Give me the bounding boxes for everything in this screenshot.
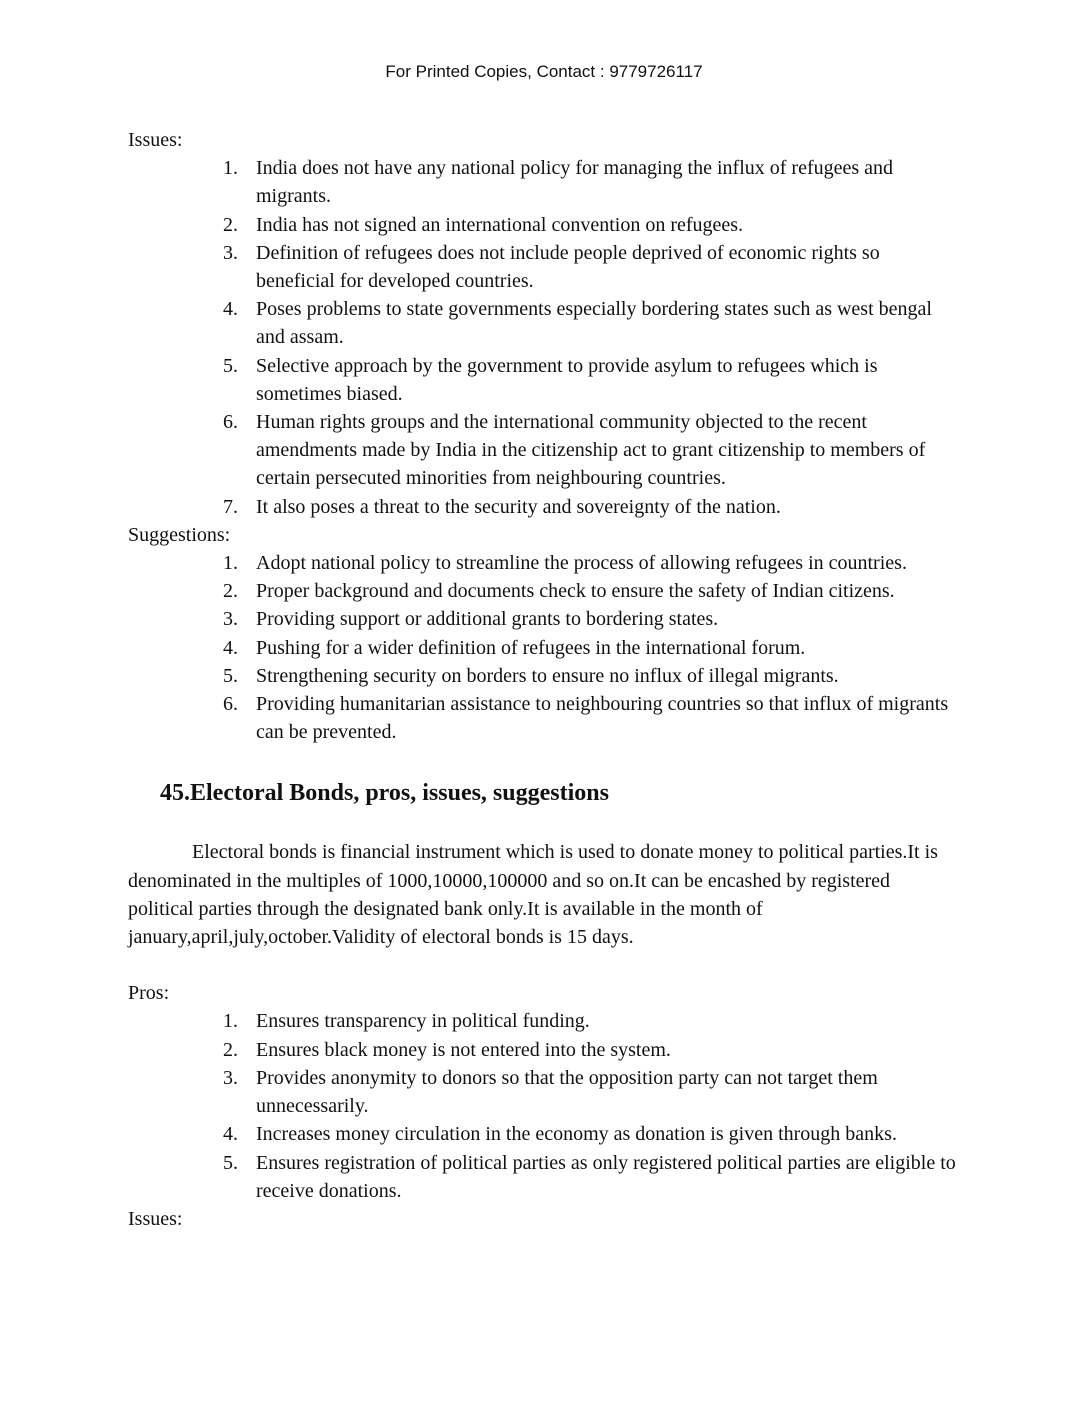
list-number: 7. <box>223 495 238 518</box>
list-number: 4. <box>223 1123 238 1146</box>
list-number: 5. <box>223 354 238 377</box>
list-number: 1. <box>223 1010 238 1033</box>
intro-paragraph: Electoral bonds is financial instrument which is used to donate money to political parties.It is denominated in the multiples of 1000,10000,100000 and so on.It can be encashed by registered political parties through the designated bank only.It is available in the month of january,april,july,october.Validity of electoral bonds is 15 days. <box>128 841 938 949</box>
list-number: 3. <box>223 608 238 631</box>
list-number: 6. <box>223 693 238 716</box>
list-number: 4. <box>223 636 238 659</box>
list-item-text: Providing humanitarian assistance to neighbouring countries so that influx of migrants can be prevented. <box>256 693 949 744</box>
list-item <box>128 295 958 351</box>
list-item <box>128 549 958 577</box>
list-number: 1. <box>223 552 238 575</box>
list-item-text: Pushing for a wider definition of refugees in the international forum. <box>256 636 806 659</box>
list-number: 5. <box>223 1151 238 1174</box>
list-item <box>128 1007 958 1035</box>
list-number: 2. <box>223 213 238 236</box>
pros-list <box>128 1007 958 1204</box>
list-item <box>128 662 958 690</box>
issues-list <box>128 154 958 521</box>
list-number: 2. <box>223 1038 238 1061</box>
document-body <box>128 126 958 1233</box>
list-number: 2. <box>223 580 238 603</box>
list-number: 4. <box>223 298 238 321</box>
list-item <box>128 1149 958 1205</box>
list-item-text: Provides anonymity to donors so that the opposition party can not target them unnecessarily. <box>256 1066 878 1118</box>
list-number: 3. <box>223 241 238 264</box>
list-item <box>128 493 958 521</box>
suggestions-list <box>128 549 958 746</box>
list-number: 6. <box>223 411 238 434</box>
list-item <box>128 1036 958 1064</box>
list-item-text: Poses problems to state governments especially bordering states such as west bengal and assam. <box>256 298 932 349</box>
list-number: 1. <box>223 157 238 180</box>
list-item <box>128 352 958 408</box>
list-item <box>128 634 958 662</box>
list-item-text: Strengthening security on borders to ensure no influx of illegal migrants. <box>256 664 839 687</box>
page-header: For Printed Copies, Contact : 9779726117 <box>385 62 703 81</box>
list-number: 3. <box>223 1066 238 1089</box>
list-item-text: Proper background and documents check to ensure the safety of Indian citizens. <box>256 580 895 603</box>
list-item <box>128 577 958 605</box>
pros-label: Pros: <box>128 982 170 1005</box>
list-item-text: It also poses a threat to the security and sovereignty of the nation. <box>256 495 781 518</box>
list-item <box>128 239 958 295</box>
list-item-text: Definition of refugees does not include people deprived of economic rights so beneficial for developed countries. <box>256 241 880 293</box>
list-item <box>128 1120 958 1148</box>
list-item-text: Ensures black money is not entered into the system. <box>256 1038 671 1061</box>
list-item-text: India does not have any national policy for managing the influx of refugees and migrants. <box>256 157 894 208</box>
list-item <box>128 690 958 746</box>
issues-label-2: Issues: <box>128 1207 183 1230</box>
list-item-text: Adopt national policy to streamline the process of allowing refugees in countries. <box>256 552 907 575</box>
section-heading: 45.Electoral Bonds, pros, issues, suggestions <box>160 780 609 807</box>
list-item <box>128 605 958 633</box>
list-item <box>128 154 958 210</box>
list-item-text: Human rights groups and the international community objected to the recent amendments made by India in the citizenship act to grant citizenship to members of certain persecuted minorities from neighbouring countries. <box>256 411 926 490</box>
list-item <box>128 211 958 239</box>
suggestions-label: Suggestions: <box>128 523 231 546</box>
issues-label: Issues: <box>128 129 183 151</box>
list-item <box>128 408 958 493</box>
list-item-text: Increases money circulation in the economy as donation is given through banks. <box>256 1123 897 1146</box>
list-item-text: Providing support or additional grants to bordering states. <box>256 608 719 631</box>
list-item-text: India has not signed an international convention on refugees. <box>256 213 744 236</box>
list-item-text: Ensures transparency in political funding. <box>256 1010 590 1033</box>
list-item <box>128 1064 958 1120</box>
list-item-text: Selective approach by the government to provide asylum to refugees which is sometimes biased. <box>256 354 878 405</box>
list-number: 5. <box>223 664 238 687</box>
list-item-text: Ensures registration of political parties as only registered political parties are eligible to receive donations. <box>256 1151 956 1202</box>
